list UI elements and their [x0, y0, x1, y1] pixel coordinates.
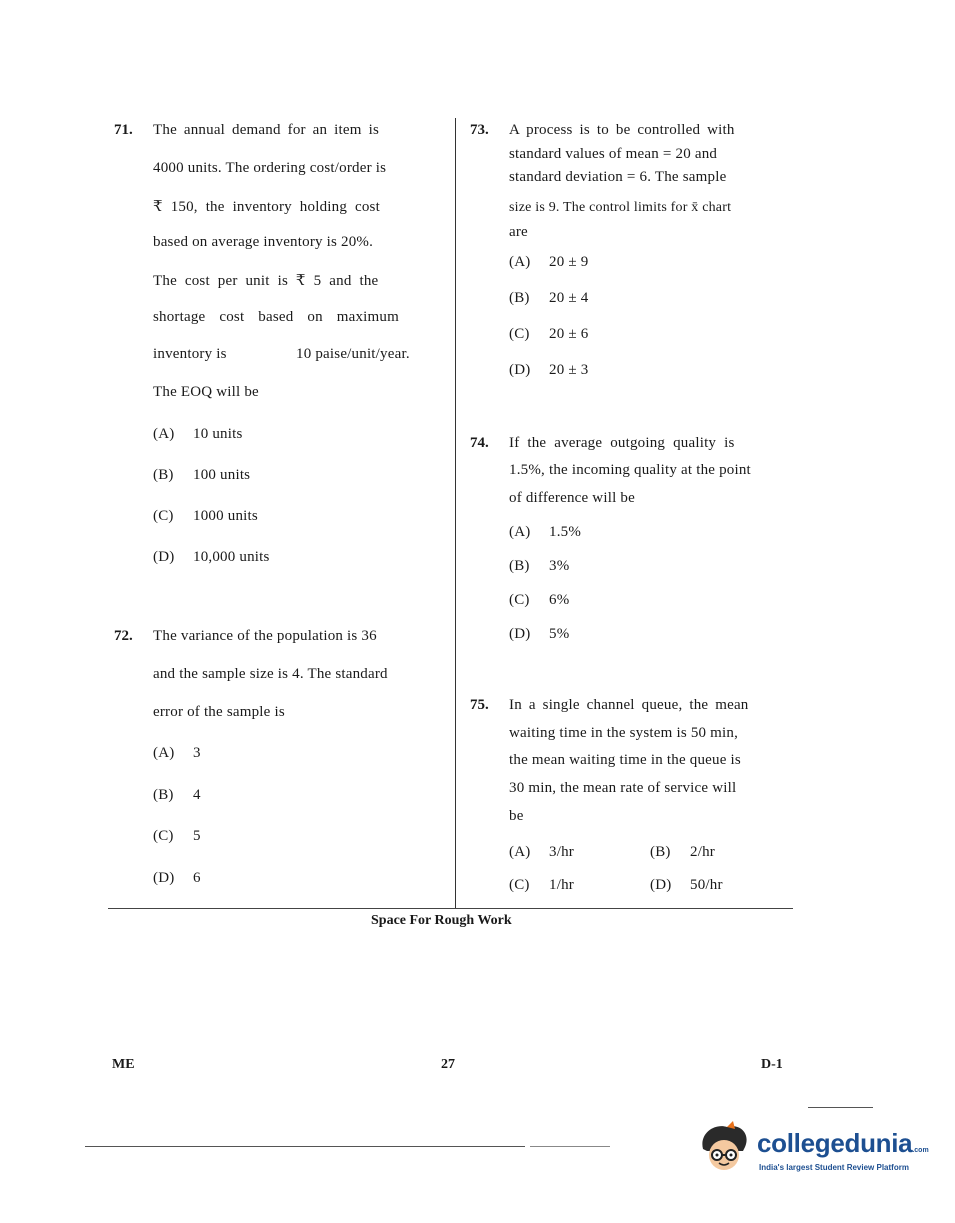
logo-suffix: .com	[912, 1147, 929, 1154]
option-d	[509, 626, 569, 643]
question-text-line: are	[509, 224, 528, 240]
collegedunia-mascot-icon	[697, 1121, 752, 1181]
footer-rule-faint	[530, 1146, 610, 1147]
option-c	[509, 326, 588, 343]
option-label: (B)	[153, 467, 174, 483]
question-number: 75.	[470, 697, 489, 713]
option-c	[153, 508, 258, 525]
option-d	[650, 877, 723, 894]
column-divider	[455, 118, 456, 908]
question-text-line: The annual demand for an item is	[153, 122, 379, 138]
option-d	[153, 549, 270, 566]
logo-tagline: India's largest Student Review Platform	[759, 1163, 909, 1172]
option-text: 1/hr	[549, 877, 574, 893]
option-text: 3%	[549, 558, 570, 574]
option-text: 2/hr	[690, 844, 715, 860]
question-text-line: ₹ 150, the inventory holding cost	[153, 199, 380, 215]
option-a	[153, 745, 201, 762]
question-text-line: The EOQ will be	[153, 384, 259, 400]
question-text-line: standard values of mean = 20 and	[509, 146, 718, 162]
question-text-line: 30 min, the mean rate of service will	[509, 780, 737, 796]
question-text-line: In a single channel queue, the mean	[509, 697, 749, 713]
question-number: 71.	[114, 122, 133, 138]
question-text-line: the mean waiting time in the queue is	[509, 752, 741, 768]
question-text-line: standard deviation = 6. The sample	[509, 169, 727, 185]
question-text-line: 4000 units. The ordering cost/order is	[153, 160, 387, 176]
option-text: 6	[193, 870, 201, 886]
question-text-line: size is 9. The control limits for x̄ chart	[509, 200, 732, 215]
question-text-line: The variance of the population is 36	[153, 628, 377, 644]
option-text: 20 ± 9	[549, 254, 589, 270]
option-label: (B)	[509, 558, 530, 574]
option-text: 10,000 units	[193, 549, 270, 565]
option-c	[509, 592, 569, 609]
question-text-line: be	[509, 808, 524, 824]
question-text-line: of difference will be	[509, 490, 635, 506]
option-label: (A)	[509, 254, 531, 270]
option-label: (B)	[509, 290, 530, 306]
option-text: 4	[193, 787, 201, 803]
option-label: (C)	[509, 592, 530, 608]
option-text: 20 ± 4	[549, 290, 589, 306]
question-text-line: based on average inventory is 20%.	[153, 234, 374, 250]
option-text: 5	[193, 828, 201, 844]
option-label: (D)	[509, 626, 531, 642]
rough-work-heading: Space For Rough Work	[371, 913, 512, 928]
option-text: 1.5%	[549, 524, 582, 540]
option-b	[650, 844, 715, 861]
option-c	[153, 828, 201, 845]
question-number: 72.	[114, 628, 133, 644]
option-label: (C)	[153, 828, 174, 844]
page-number: 27	[441, 1057, 455, 1072]
option-a	[153, 426, 243, 443]
option-label: (D)	[650, 877, 672, 893]
option-text: 10 units	[193, 426, 243, 442]
option-c	[509, 877, 574, 894]
option-text: 20 ± 6	[549, 326, 589, 342]
option-label: (B)	[153, 787, 174, 803]
collegedunia-logo	[757, 1128, 929, 1159]
question-text-line: A process is to be controlled with	[509, 122, 735, 138]
question-text-line: inventory is	[153, 346, 227, 362]
option-b	[509, 558, 569, 575]
option-label: (A)	[509, 844, 531, 860]
logo-wordmark: collegedunia	[757, 1128, 913, 1158]
option-text: 3	[193, 745, 201, 761]
option-a	[509, 254, 588, 271]
question-number: 74.	[470, 435, 489, 451]
option-label: (D)	[153, 549, 175, 565]
option-text: 5%	[549, 626, 570, 642]
question-text-line: If the average outgoing quality is	[509, 435, 735, 451]
option-b	[509, 290, 588, 307]
footer-booklet-code: D-1	[761, 1057, 783, 1072]
option-label: (D)	[509, 362, 531, 378]
option-label: (D)	[153, 870, 175, 886]
question-number: 73.	[470, 122, 489, 138]
option-a	[509, 524, 581, 541]
option-text: 100 units	[193, 467, 251, 483]
question-text-line: waiting time in the system is 50 min,	[509, 725, 739, 741]
option-d	[153, 870, 201, 887]
footer-subject-code: ME	[112, 1057, 135, 1072]
option-text: 50/hr	[690, 877, 723, 893]
option-b	[153, 787, 201, 804]
option-label: (C)	[509, 877, 530, 893]
option-text: 20 ± 3	[549, 362, 589, 378]
footer-rule	[85, 1146, 525, 1147]
option-a	[509, 844, 574, 861]
option-label: (C)	[153, 508, 174, 524]
question-text-line: shortage cost based on maximum	[153, 309, 399, 325]
option-label: (A)	[153, 426, 175, 442]
question-text-line: The cost per unit is ₹ 5 and the	[153, 273, 379, 289]
question-text-line: 10 paise/unit/year.	[296, 346, 410, 362]
option-text: 6%	[549, 592, 570, 608]
option-text: 3/hr	[549, 844, 574, 860]
option-text: 1000 units	[193, 508, 258, 524]
option-label: (A)	[509, 524, 531, 540]
rough-work-divider	[108, 908, 793, 909]
option-b	[153, 467, 250, 484]
option-label: (A)	[153, 745, 175, 761]
footer-dash	[808, 1107, 873, 1108]
question-text-line: and the sample size is 4. The standard	[153, 666, 388, 682]
option-label: (B)	[650, 844, 671, 860]
option-label: (C)	[509, 326, 530, 342]
option-d	[509, 362, 588, 379]
question-text-line: error of the sample is	[153, 704, 285, 720]
question-text-line: 1.5%, the incoming quality at the point	[509, 462, 751, 478]
